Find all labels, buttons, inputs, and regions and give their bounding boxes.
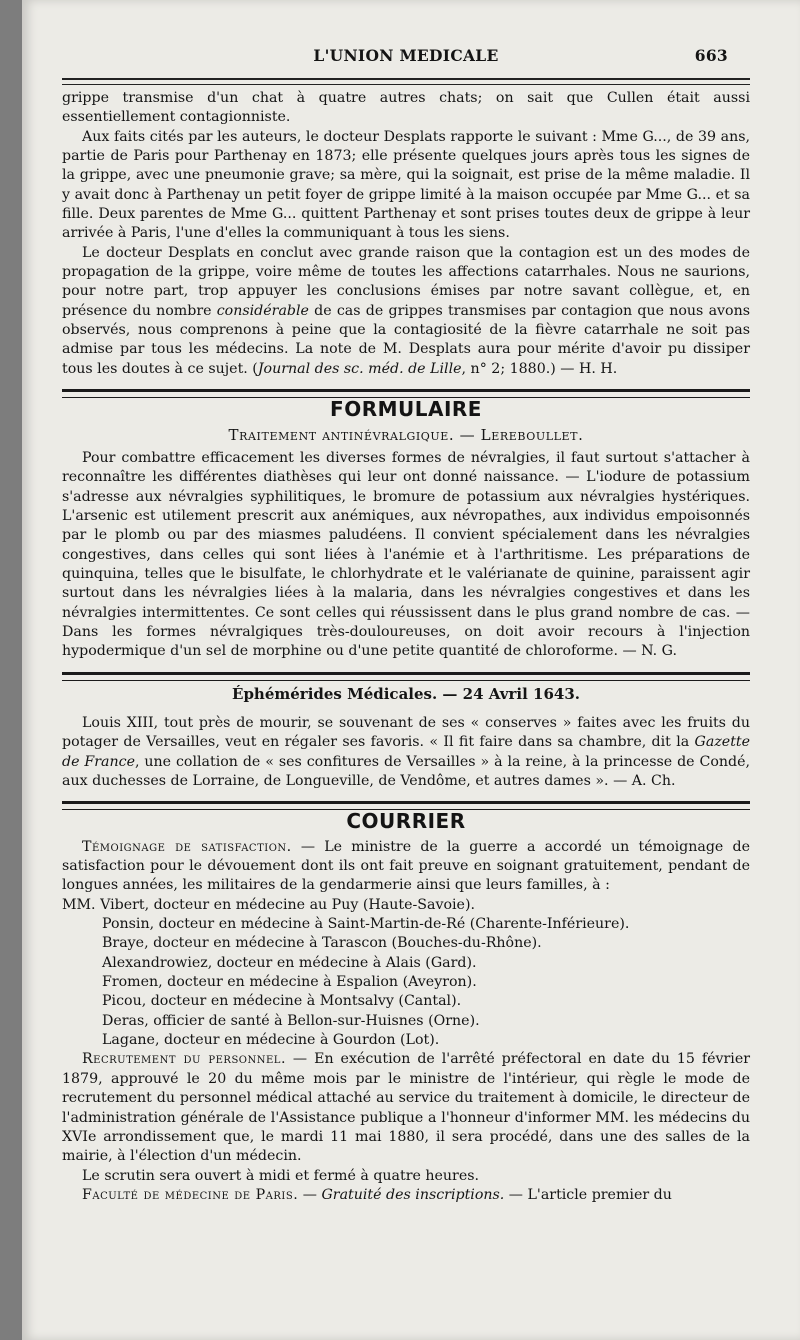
faculte-paragraph xyxy=(62,1186,750,1205)
journal-title: L'UNION MEDICALE xyxy=(313,46,499,65)
running-header xyxy=(62,44,750,70)
page-content xyxy=(62,44,750,1205)
list-item: Lagane, docteur en médecine à Gourdon (Lot). xyxy=(102,1032,440,1049)
list-item: Fromen, docteur en médecine à Espalion (Aveyron). xyxy=(102,974,477,991)
faculte-dash: — xyxy=(298,1186,322,1203)
conclusion-text-after: , n° 2; 1880.) — H. H. xyxy=(461,360,618,377)
doctor-list xyxy=(62,896,750,1051)
ephemerides-text-before: Louis XIII, tout près de mourir, se souvenant de ses « conserves » faites avec les fruits du potager de Versailles, veut en régaler ses favoris. « Il fit faire dans sa chambre, dit la xyxy=(62,714,750,751)
ephemerides-body xyxy=(62,714,750,791)
formulaire-body: Pour combattre efficacement les diverses formes de névralgies, il faut surtout s'attacher à reconnaître les différentes diathèses qui leur ont donné naissance. — L'iodure de potassium s'adresse aux névralgies syphilitiques, le bromure de potassium aux névralgies hystériques. L'arsenic est utilement prescrit aux anémiques, aux névropathes, aux individus empoisonnés par le plomb ou par des miasmes paludéens. Il convient spécialement dans les névralgies congestives, dans celles qui sont liées à l'anémie et à l'arthritisme. Les préparations de quinquina, telles que le bisulfate, le chlorhydrate et le valérianate de quinine, paraissent agir surtout dans les névralgies liées à la malaria, dans les névralgies congestives et dans les névralgies intermittentes. Ce sont celles qui réussissent dans le plus grand nombre de cas. — Dans les formes névralgiques très-douloureuses, on doit avoir recours à l'injection hypodermique d'un sel de morphine ou d'une petite quantité de chloroforme. — N. G. xyxy=(62,449,750,660)
list-item: MM. Vibert, docteur en médecine au Puy (Haute-Savoie). xyxy=(62,896,476,913)
scanned-page xyxy=(22,0,800,1340)
temoignage-paragraph xyxy=(62,838,750,896)
recrutement-paragraph xyxy=(62,1050,750,1166)
list-item: Braye, docteur en médecine à Tarascon (Bouches-du-Rhône). xyxy=(102,935,542,952)
formulaire-title: FORMULAIRE xyxy=(330,397,482,422)
list-item: Alexandrowiez, docteur en médecine à Alais (Gard). xyxy=(102,954,477,971)
section-rule-ephemerides xyxy=(62,672,750,681)
courrier-title: COURRIER xyxy=(346,809,466,834)
temoignage-text: — Le ministre de la guerre a accordé un témoignage de satisfaction pour le dévouement dont ils ont fait preuve en soignant gratuitement, pendant de longues années, les militaires de la gendarmerie ainsi que leurs familles, à : xyxy=(62,838,750,894)
scrutin-paragraph: Le scrutin sera ouvert à midi et fermé à quatre heures. xyxy=(82,1167,480,1184)
faculte-text: — L'article premier du xyxy=(504,1186,672,1203)
conclusion-emphasis: considérable xyxy=(216,302,309,319)
header-rule xyxy=(62,78,750,85)
gazette-title: Gazette de France xyxy=(62,734,750,770)
intro-paragraph-1: grippe transmise d'un chat à quatre autres chats; on sait que Cullen était aussi essentiellement contagionniste. xyxy=(62,90,750,126)
page-number: 663 xyxy=(694,46,728,65)
journal-citation: Journal des sc. méd. de Lille xyxy=(257,360,462,377)
list-item: Ponsin, docteur en médecine à Saint-Martin-de-Ré (Charente-Inférieure). xyxy=(102,916,630,933)
temoignage-label: Témoignage de satisfaction. xyxy=(82,838,292,855)
recrutement-label: Recrutement du personnel. xyxy=(82,1051,286,1068)
formulaire-subtitle: Traitement antinévralgique. — Lereboullet. xyxy=(228,425,584,444)
list-item: Deras, officier de santé à Bellon-sur-Huisnes (Orne). xyxy=(102,1012,480,1029)
list-item: Picou, docteur en médecine à Montsalvy (Cantal). xyxy=(102,993,462,1010)
faculte-italic: Gratuité des inscriptions. xyxy=(321,1186,505,1203)
ephemerides-text-after: , une collation de « ses confitures de Versailles » à la reine, à la princesse de Condé, aux duchesses de Lorraine, de Longueville, de Vendôme, et autres dames ». — A. Ch. xyxy=(62,753,750,789)
conclusion-paragraph xyxy=(62,244,750,379)
recrutement-text: — En exécution de l'arrêté préfectoral en date du 15 février 1879, approuvé le 20 du même mois par le ministre de l'intérieur, qui règle le mode de recrutement du personnel médical attaché au service du traitement à domicile, le directeur de l'administration générale de l'Assistance publique a l'honneur d'informer MM. les médecins du XVIe arrondissement que, le mardi 11 mai 1880, il sera procédé, dans une des salles de la mairie, à l'élection d'un médecin. xyxy=(62,1051,750,1165)
conclusion-text-middle: de cas de grippes transmises par contagion que nous avons observés, nous comprenons à peine que la contagiosité de la fièvre catarrhale ne soit pas admise par tous les médecins. La note de M. Desplats aura pour mérite d'avoir pu dissiper tous les doutes à ce sujet. ( xyxy=(62,302,750,377)
ephemerides-heading: Éphémérides Médicales. — 24 Avril 1643. xyxy=(232,684,580,703)
conclusion-text-before: Le docteur Desplats en conclut avec grande raison que la contagion est un des modes de propagation de la grippe, voire même de toutes les affections catarrhales. Nous ne saurions, pour notre part, trop appuyer les conclusions émises par notre savant collègue, et, en présence du nombre xyxy=(62,244,750,319)
intro-paragraph-2: Aux faits cités par les auteurs, le docteur Desplats rapporte le suivant : Mme G..., de 39 ans, partie de Paris pour Parthenay en 1873; elle présente quelques jours après tous les signes de la grippe, avec une pneumonie grave; sa mère, qui la soignait, est prise de la même maladie. Il y avait donc à Parthenay un petit foyer de grippe limité à la maison occupée par Mme G... et sa fille. Deux parentes de Mme G... quittent Parthenay et sont prises toutes deux de grippe à leur arrivée à Paris, l'une d'elles la communiquant à tous les siens. xyxy=(62,128,750,242)
faculte-label: Faculté de médecine de Paris. xyxy=(82,1186,299,1203)
